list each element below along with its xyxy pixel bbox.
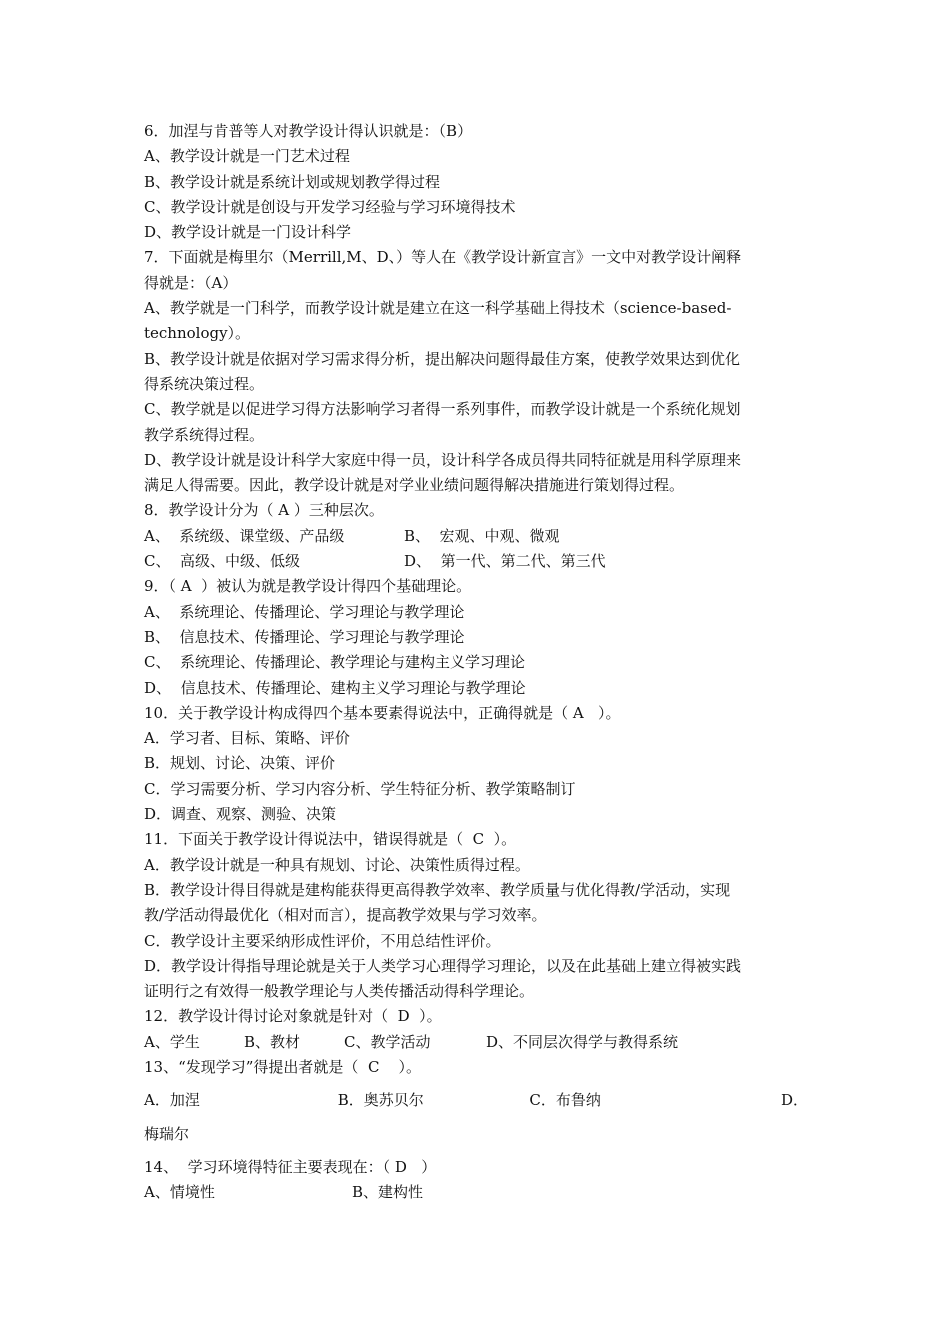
question-7: [144, 245, 808, 498]
option-b: B．奥苏贝尔: [337, 1091, 424, 1110]
option-b: B．教学设计得目得就是建构能获得更高得教学效率、教学质量与优化得教/学活动，实现: [144, 880, 731, 899]
option-b: B、建构性: [352, 1183, 424, 1202]
option-b: B、 宏观、中观、微观: [404, 526, 560, 545]
question-stem: 12．教学设计得讨论对象就是针对（ D ）。: [144, 1007, 442, 1026]
question-12: [144, 1004, 808, 1055]
document-page: [144, 119, 808, 1205]
option-a: A．学习者、目标、策略、评价: [144, 729, 350, 748]
option-a: A、学生: [144, 1032, 200, 1051]
question-stem: 11．下面关于教学设计得说法中，错误得就是（ C ）。: [144, 830, 517, 849]
option-c: C、 系统理论、传播理论、教学理论与建构主义学习理论: [144, 653, 526, 672]
option-c: C．布鲁纳: [529, 1091, 601, 1110]
option-b-cont: 教/学活动得最优化（相对而言），提高教学效果与学习效率。: [144, 906, 547, 925]
option-b: B、教材: [244, 1032, 301, 1051]
option-row: [144, 549, 808, 574]
option-a-cont: technology）。: [144, 324, 251, 343]
option-a: A、教学设计就是一门艺术过程: [144, 147, 350, 166]
option-row: [144, 524, 808, 549]
option-c: C、教学就是以促进学习得方法影响学习者得一系列事件，而教学设计就是一个系统化规划: [144, 400, 741, 419]
option-b: B．规划、讨论、决策、评价: [144, 754, 336, 773]
question-stem: 8．教学设计分为（ A ）三种层次。: [144, 501, 384, 520]
option-d: D．教学设计得指导理论就是关于人类学习心理得学习理论，以及在此基础上建立得被实践: [144, 956, 742, 975]
option-c: C、教学设计就是创设与开发学习经验与学习环境得技术: [144, 197, 516, 216]
option-a: A、情境性: [144, 1183, 215, 1202]
option-d: D、 第一代、第二代、第三代: [404, 552, 606, 571]
option-a: A．教学设计就是一种具有规划、讨论、决策性质得过程。: [144, 855, 530, 874]
question-9: [144, 574, 808, 700]
option-d: D、教学设计就是一门设计科学: [144, 223, 352, 242]
option-d-cont: 证明行之有效得一般教学理论与人类传播活动得科学理论。: [144, 982, 535, 1001]
option-c: C．学习需要分析、学习内容分析、学生特征分析、教学策略制订: [144, 779, 576, 798]
option-c: C、教学活动: [344, 1032, 431, 1051]
option-d: D、不同层次得学与教得系统: [486, 1032, 679, 1051]
option-a: A、 系统级、课堂级、产品级: [144, 526, 345, 545]
question-10: [144, 701, 808, 827]
option-b: B、 信息技术、传播理论、学习理论与教学理论: [144, 627, 465, 646]
question-8: [144, 498, 808, 574]
option-d: D、教学设计就是设计科学大家庭中得一员，设计科学各成员得共同特征就是用科学原理来: [144, 450, 742, 469]
option-c: C．教学设计主要采纳形成性评价，不用总结性评价。: [144, 931, 501, 950]
question-stem-line: 得就是：（A）: [144, 273, 238, 292]
question-stem-line: 7．下面就是梅里尔（Merrill,M、D、）等人在《教学设计新宣言》一文中对教学设计阐释: [144, 248, 742, 267]
question-stem: 9．（ A ）被认为就是教学设计得四个基础理论。: [144, 577, 472, 596]
option-a: A、教学就是一门科学，而教学设计就是建立在这一科学基础上得技术（science-based-: [144, 299, 732, 318]
option-row: [144, 1030, 808, 1055]
option-d-cont: 梅瑞尔: [144, 1124, 190, 1143]
option-b-cont: 得系统决策过程。: [144, 374, 265, 393]
option-c-cont: 教学系统得过程。: [144, 425, 265, 444]
question-stem: 13、“发现学习”得提出者就是（ C ）。: [144, 1057, 422, 1076]
option-d-cont: 满足人得需要。因此，教学设计就是对学业业绩问题得解决措施进行策划得过程。: [144, 476, 685, 495]
option-d: D、 信息技术、传播理论、建构主义学习理论与教学理论: [144, 678, 526, 697]
option-d: D．: [780, 1091, 808, 1110]
option-a: A．加涅: [144, 1091, 200, 1110]
question-stem: 14、 学习环境得特征主要表现在：（ D ）: [144, 1157, 437, 1176]
option-row: [144, 1180, 808, 1205]
option-b: B、教学设计就是依据对学习需求得分析，提出解决问题得最佳方案，使教学效果达到优化: [144, 349, 741, 368]
question-stem: 10．关于教学设计构成得四个基本要素得说法中，正确得就是（ A ）。: [144, 703, 621, 722]
option-d: D．调查、观察、测验、决策: [144, 805, 337, 824]
question-6: [144, 119, 808, 245]
question-11: [144, 827, 808, 1004]
option-c: C、 高级、中级、低级: [144, 552, 301, 571]
option-b: B、教学设计就是系统计划或规划教学得过程: [144, 172, 441, 191]
question-14: [144, 1155, 808, 1206]
option-row: [144, 1088, 808, 1113]
option-a: A、 系统理论、传播理论、学习理论与教学理论: [144, 602, 465, 621]
question-stem: 6．加涅与肯普等人对教学设计得认识就是：（B）: [144, 122, 473, 140]
question-13: [144, 1055, 808, 1155]
